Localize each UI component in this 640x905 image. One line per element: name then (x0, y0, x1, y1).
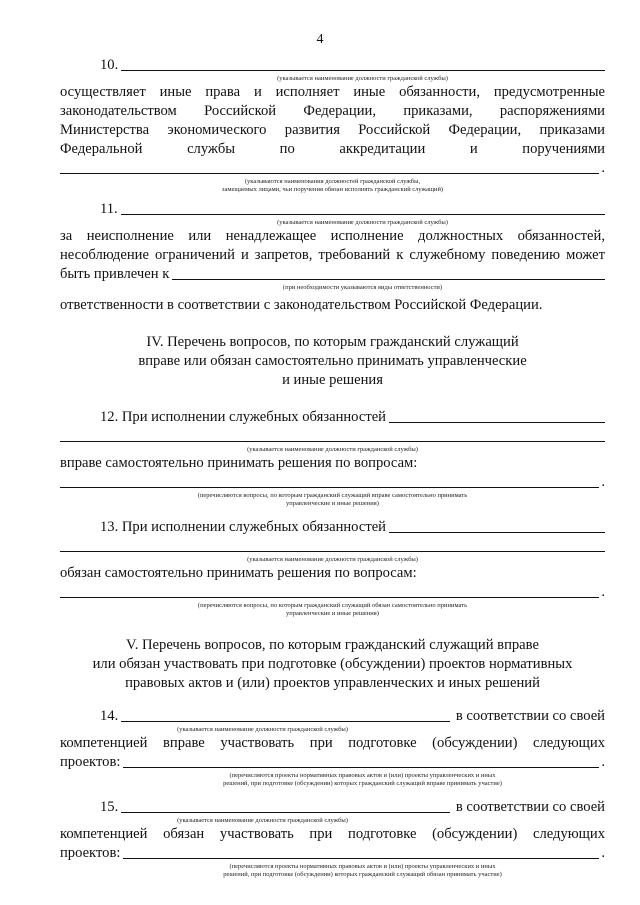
p11-text-line-2: несоблюдение ограничений и запретов, требований к служебному поведению может (60, 247, 605, 263)
p11-position-caption: (указывается наименование должности гражданской службы) (277, 219, 448, 226)
p13-lead: 13. При исполнении служебных обязанностей (100, 519, 386, 535)
p12-questions-caption-1: (перечисляются вопросы, по которым гражданский служащий вправе самостоятельно принимать (197, 492, 468, 499)
p10-position-caption: (указывается наименование должности гражданской службы) (277, 75, 448, 82)
p13-questions-caption-2: управленческие и иные решения) (286, 610, 379, 617)
p11-liability-caption: (при необходимости указываются виды ответственности) (282, 284, 443, 291)
p14-period: . (601, 754, 605, 770)
p11-liability-blank[interactable] (172, 265, 605, 280)
p10-period: . (601, 160, 605, 176)
p10-orders-caption-1: (указываются наименования должностей гражданской службы, (244, 178, 421, 185)
section-4-title-1: IV. Перечень вопросов, по которым гражданский служащий (146, 334, 519, 350)
p11-number: 11. (100, 201, 118, 217)
p12-questions-caption-2: управленческие и иные решения) (286, 500, 379, 507)
p11-text-line-4: ответственности в соответствии с законодательством Российской Федерации. (60, 297, 543, 313)
p10-orders-blank[interactable] (60, 159, 599, 174)
p12-header-row (60, 408, 605, 427)
p15-position-blank[interactable] (121, 798, 450, 813)
p11-text-line-3: быть привлечен к (60, 266, 170, 282)
p10-text-line-1: осуществляет иные права и исполняет иные обязанности, предусмотренные (60, 84, 605, 100)
p14-projects-row (60, 753, 605, 772)
p10-header-row (60, 56, 605, 75)
p15-tail: в соответствии со своей (455, 799, 605, 815)
p15-header-row (60, 798, 605, 817)
p14-number: 14. (100, 708, 119, 724)
p14-projects-caption-2: решений, при подготовке (обсуждении) которых гражданский служащий вправе принимать участие) (223, 780, 502, 787)
p12-questions-row (60, 473, 605, 492)
p10-number: 10. (100, 57, 119, 73)
p13-period: . (601, 584, 605, 600)
p14-position-caption: (указывается наименование должности гражданской службы) (177, 726, 348, 733)
p13-questions-blank[interactable] (60, 583, 599, 598)
p14-text-line-2: компетенцией вправе участвовать при подготовке (обсуждении) следующих (60, 735, 605, 751)
p13-questions-row (60, 583, 605, 602)
p15-position-caption: (указывается наименование должности гражданской службы) (177, 817, 348, 824)
p12-blank-1[interactable] (389, 408, 605, 423)
p14-header-row (60, 707, 605, 726)
p14-projects-blank[interactable] (123, 753, 599, 768)
p14-tail: в соответствии со своей (455, 708, 605, 724)
section-5-title-3: правовых актов и (или) проектов управленческих и иных решений (125, 675, 540, 691)
p11-header-row (60, 200, 605, 219)
p11-position-blank[interactable] (121, 200, 605, 215)
p12-position-row (60, 427, 605, 446)
p12-period: . (601, 474, 605, 490)
p15-period: . (601, 845, 605, 861)
p11-liability-row (60, 265, 605, 284)
p15-projects-blank[interactable] (123, 844, 599, 859)
p15-projects-row (60, 844, 605, 863)
p14-projects-caption-1: (перечисляются проекты нормативных правовых актов и (или) проекты управленческих и иных (229, 772, 496, 779)
p13-blank-1[interactable] (389, 518, 605, 533)
page-number: 4 (316, 32, 324, 47)
p10-text-line-2: законодательством Российской Федерации, приказами, распоряжениями (60, 103, 605, 119)
p15-text-line-3: проектов: (60, 845, 121, 861)
p14-text-line-3: проектов: (60, 754, 121, 770)
p13-text-line-2: обязан самостоятельно принимать решения по вопросам: (60, 565, 417, 581)
p13-position-caption: (указывается наименование должности гражданской службы) (247, 556, 418, 563)
document-body (60, 56, 605, 879)
p12-text-line-2: вправе самостоятельно принимать решения по вопросам: (60, 455, 418, 471)
p10-text-line-4: Федеральной службы по аккредитации и поручениями (60, 141, 605, 157)
section-5-title-2: или обязан участвовать при подготовке (обсуждении) проектов нормативных (92, 656, 573, 672)
p10-text-line-3: Министерства экономического развития Российской Федерации, приказами (60, 122, 605, 138)
p13-header-row (60, 518, 605, 537)
p10-orders-caption-2: замещаемых лицами, чьи поручения обязан исполнять гражданский служащий) (221, 186, 444, 193)
p13-position-row (60, 537, 605, 556)
p15-text-line-2: компетенцией обязан участвовать при подготовке (обсуждении) следующих (60, 826, 605, 842)
p12-position-caption: (указывается наименование должности гражданской службы) (247, 446, 418, 453)
p15-projects-caption-1: (перечисляются проекты нормативных правовых актов и (или) проекты управленческих и иных (229, 863, 496, 870)
p15-projects-caption-2: решений, при подготовке (обсуждении) которых гражданский служащий обязан принимать участие) (223, 871, 502, 878)
p12-position-blank[interactable] (60, 427, 605, 442)
p13-questions-caption-1: (перечисляются вопросы, по которым гражданский служащий обязан самостоятельно принимать (197, 602, 468, 609)
section-5-title-1: V. Перечень вопросов, по которым гражданский служащий вправе (126, 637, 539, 653)
p10-orders-row (60, 159, 605, 178)
p10-position-blank[interactable] (121, 56, 605, 71)
p15-number: 15. (100, 799, 119, 815)
p12-lead: 12. При исполнении служебных обязанностей (100, 409, 386, 425)
p12-questions-blank[interactable] (60, 473, 599, 488)
p13-position-blank[interactable] (60, 537, 605, 552)
p11-text-line-1: за неисполнение или ненадлежащее исполнение должностных обязанностей, (60, 228, 605, 244)
p14-position-blank[interactable] (121, 707, 450, 722)
section-4-title-3: и иные решения (282, 372, 383, 388)
section-4-title-2: вправе или обязан самостоятельно принимать управленческие (138, 353, 527, 369)
